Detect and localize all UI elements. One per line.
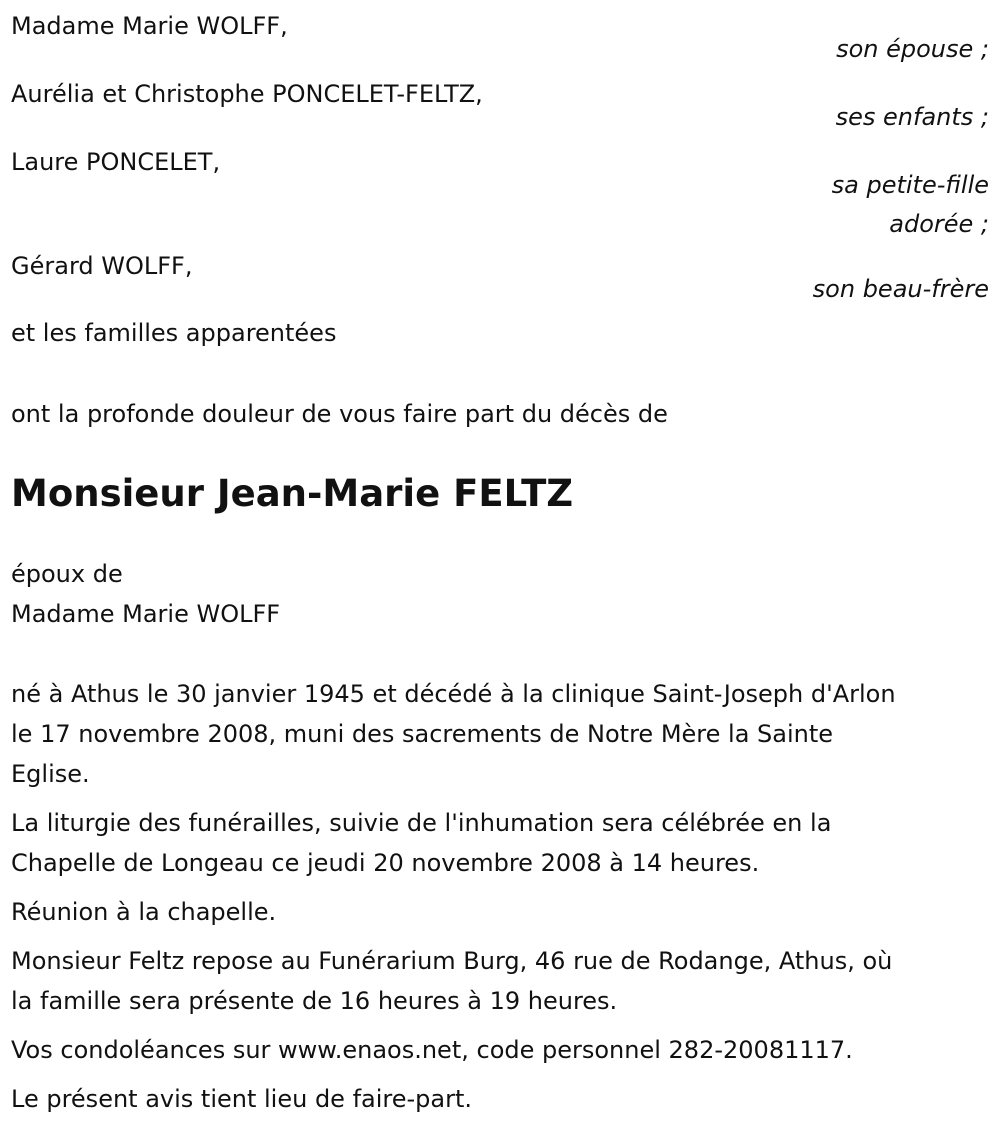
paragraph-funeral [11,803,991,883]
relative-relation: ses enfants ; [835,103,989,131]
paragraph-line: Eglise. [11,760,90,788]
paragraph-biography [11,674,991,794]
paragraph-line: Le présent avis tient lieu de faire-part. [11,1085,473,1113]
paragraph-line: Vos condoléances sur www.enaos.net, code personnel 282-20081117. [11,1036,853,1064]
paragraph-line: La liturgie des funérailles, suivie de l'inhumation sera célébrée en la [11,809,832,837]
relative-relation: son beau-frère [812,275,989,303]
paragraph-line: la famille sera présente de 16 heures à 19 heures. [11,987,618,1015]
paragraph-line: Monsieur Feltz repose au Funérarium Burg, 46 rue de Rodange, Athus, où [11,947,893,975]
relative-relation-continued: adorée ; [889,210,989,238]
paragraph-meeting [11,892,991,932]
relative-entry-wife [11,6,991,69]
obituary-notice [11,6,991,1119]
paragraph-line: Chapelle de Longeau ce jeudi 20 novembre 2008 à 14 heures. [11,849,760,877]
relative-name: Madame Marie WOLFF, [11,12,288,40]
paragraph-condolences [11,1030,991,1070]
paragraph-line: le 17 novembre 2008, muni des sacrements de Notre Mère la Sainte [11,720,834,748]
paragraph-funeral-home [11,941,991,1021]
paragraph-line: né à Athus le 30 janvier 1945 et décédé à la clinique Saint-Joseph d'Arlon [11,680,896,708]
relative-name: Gérard WOLFF, [11,252,193,280]
paragraph-notice [11,1079,991,1119]
relative-name: Aurélia et Christophe PONCELET-FELTZ, [11,80,483,108]
relative-relation: sa petite-fille [831,171,989,199]
spouse-block [11,554,991,634]
relative-relation: son épouse ; [836,35,989,63]
deceased-name: Monsieur Jean-Marie FELTZ [11,472,574,515]
related-families: et les familles apparentées [11,319,337,347]
relative-entry-granddaughter [11,142,991,244]
relative-entry-children [11,74,991,137]
announcement-text: ont la profonde douleur de vous faire part du décès de [11,400,668,428]
paragraph-line: Réunion à la chapelle. [11,898,277,926]
relative-entry-brother-in-law [11,246,991,309]
relative-name: Laure PONCELET, [11,148,221,176]
spouse-name: Madame Marie WOLFF [11,600,281,628]
spouse-prefix: époux de [11,560,123,588]
